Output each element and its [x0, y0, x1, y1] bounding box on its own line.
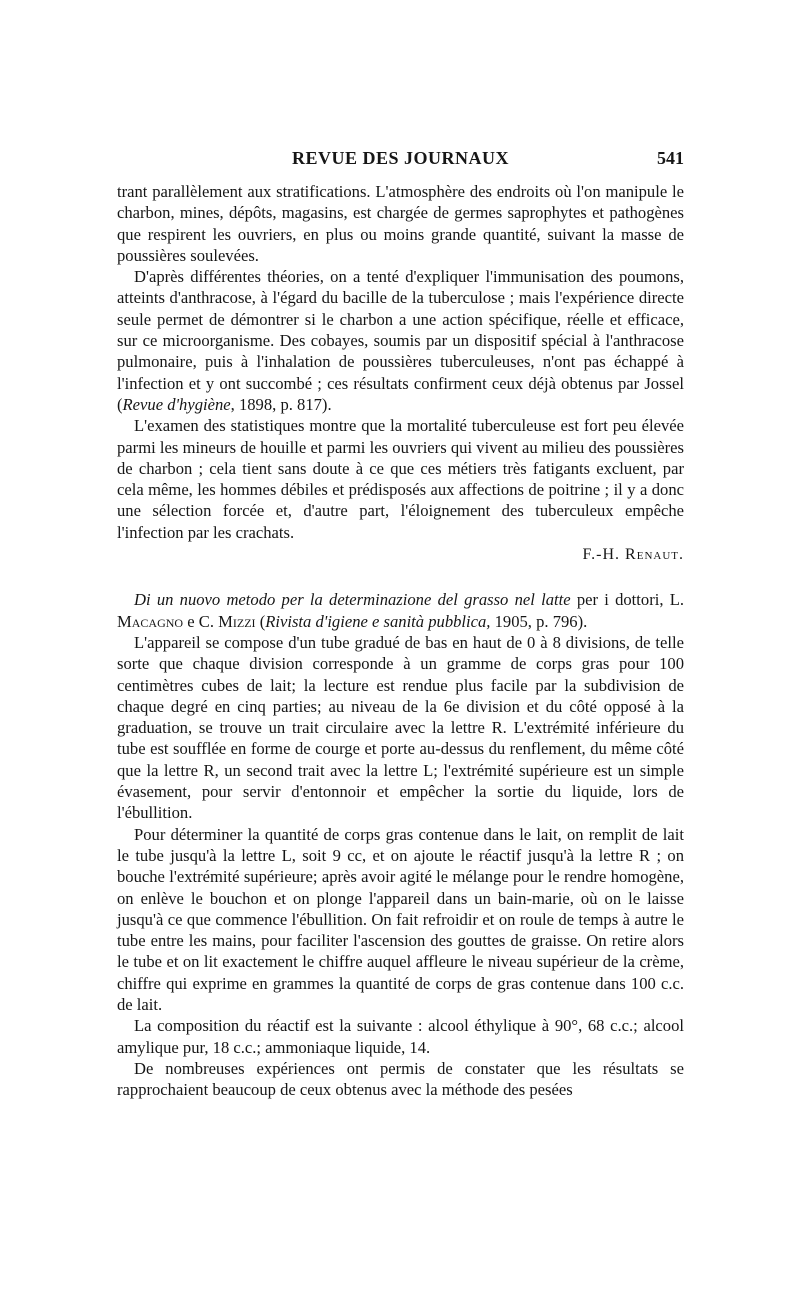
page-header [117, 148, 684, 174]
author-macagno: Macagno [117, 611, 184, 631]
page-body [117, 181, 684, 1100]
source-reference: 1905, p. 796). [490, 611, 588, 631]
paragraph-statistiques: L'examen des statistiques montre que la mortalité tuberculeuse est fort peu élevée parmi les mineurs de houille et parmi les ouvriers qui vivent au milieu des poussières de charbon ; cela tient sans doute à ce que ces métiers très fatigants excluent, par cela même, les hommes débiles et prédisposés aux affections de poitrine ; il y a donc une sélection forcée et, d'autre part, l'éloignement des tuberculeux empêche l'infection par les crachats. [117, 416, 684, 542]
abstract-title-by: per i dottori, L. [570, 590, 684, 610]
paragraph-immunisation-text: D'après différentes théories, on a tenté d'expliquer l'immunisation des poumons, atteints d'anthracose, à l'égard du bacille de la tuberculose ; mais l'expérience directe seule permet de démontrer si le charbon a une action spécifique, réelle et efficace, sur ce microorganisme. Des cobayes, soumis par un dispositif spécial à l'anthracose pulmonaire, puis à l'inhalation de poussières tuberculeuses, n'ont pas échappé à l'infection et y ont succombé ; ces résultats confirment ceux déjà obtenus par Jossel ( [117, 267, 684, 414]
paragraph-methode: Pour déterminer la quantité de corps gras contenue dans le lait, on remplit de lait le tube jusqu'à la lettre L, soit 9 cc, et on ajoute le réactif jusqu'à la lettre R ; on bouche l'extrémité supérieure; après avoir agité le mélange pour le rendre homogène, on enlève le bouchon et on plonge l'appareil dans un bain-marie, où on le laisse jusqu'à ce que commence l'ébullition. On fait refroidir et on roule de temps à autre le tube entre les mains, pour faciliter l'ascension des gouttes de graisse. On retire alors le tube et on lit exactement le chiffre auquel affleure le niveau supérieur de la crème, chiffre qui exprime en grammes la quantité de corps de gras contenue dans 100 c.c. de lait. [117, 824, 684, 1014]
source-journal: Rivista d'igiene e sanità pubblica, [265, 611, 491, 631]
author-signature [117, 544, 684, 565]
author-and: e C. [183, 611, 219, 631]
page-number: 541 [657, 148, 684, 168]
paragraph-reactif: La composition du réactif est la suivante : alcool éthylique à 90°, 68 c.c.; alcool amylique pur, 18 c.c.; ammoniaque liquide, 14. [117, 1016, 684, 1057]
author-mizzi: Mizzi [218, 611, 256, 631]
signature-name: Renaut. [625, 546, 684, 564]
signature-initials: F.-H. [582, 546, 626, 564]
paragraph-appareil: L'appareil se compose d'un tube gradué de bas en haut de 0 à 8 divisions, de telle sorte que chaque division corresponde à un gramme de corps gras pour 100 centimètres cubes de lait; la lecture est rendue plus facile par la subdivision de chaque degré en cinq parties; au niveau de la 6e division et du côté opposé à la graduation, se trouve un trait circulaire avec la lettre R. L'extrémité inférieure du tube est soufflée en forme de courge et porte au-dessus du renflement, du même côté que la lettre R, un second trait avec la lettre L; l'extrémité supérieure est un simple évasement, pour servir d'entonnoir et empêcher la sortie du liquide, lors de l'ébullition. [117, 632, 684, 823]
citation-reference: , 1898, p. 817). [230, 394, 332, 414]
citation-revue-hygiene: Revue d'hygiène [122, 394, 231, 414]
paragraph-atmosphere: trant parallèlement aux stratifications. L'atmosphère des endroits où l'on manipule le charbon, mines, dépôts, magasins, est chargée de germes saprophytes et pathogènes que respirent les ouvriers, en plus ou moins grande quantité, suivant la masse de poussières soulevées. [117, 182, 684, 265]
running-title: REVUE DES JOURNAUX [291, 148, 510, 168]
paragraph-experiences: De nombreuses expériences ont permis de constater que les résultats se rapprochaient beaucoup de ceux obtenus avec la méthode des pesées [117, 1058, 684, 1100]
source-open: ( [255, 611, 266, 631]
paragraph-immunisation [117, 266, 684, 415]
abstract-heading [117, 589, 684, 632]
abstract-title: Di un nuovo metodo per la determinazione del grasso nel latte [134, 590, 571, 610]
